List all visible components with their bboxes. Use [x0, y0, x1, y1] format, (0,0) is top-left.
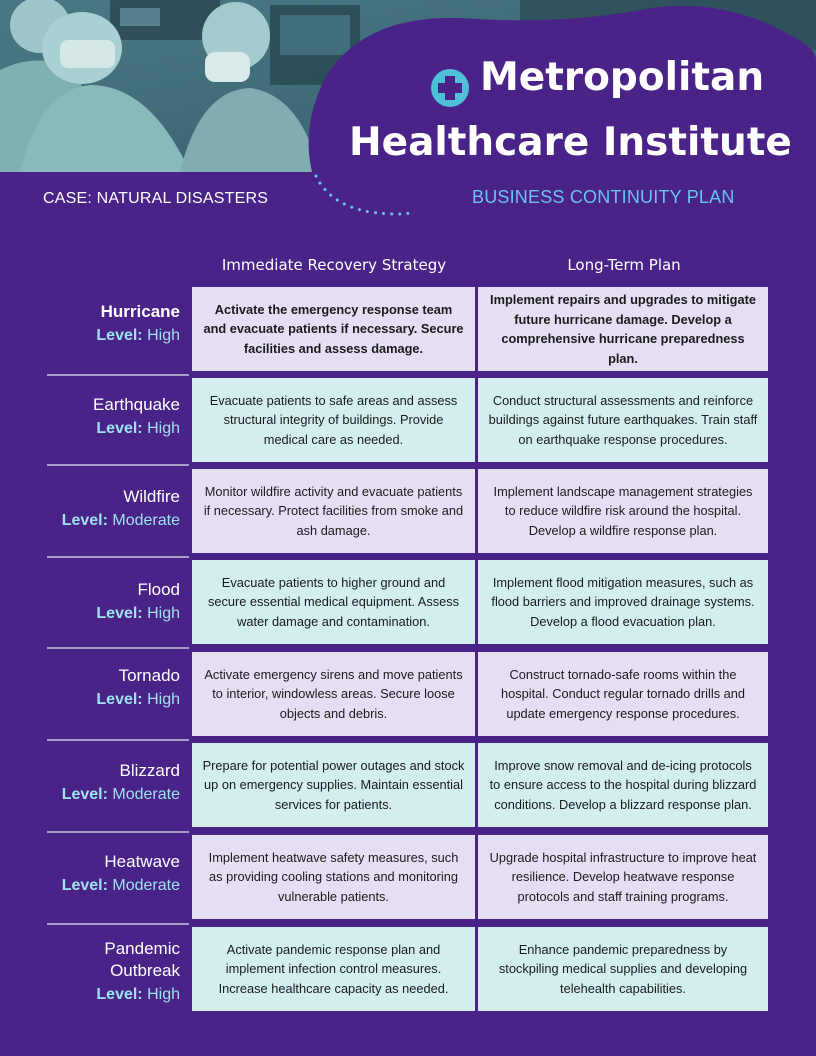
- disaster-level: [10, 986, 180, 1004]
- level-value: Moderate: [112, 877, 180, 894]
- disaster-name-line2: Outbreak: [110, 961, 180, 980]
- disaster-name: Blizzard: [119, 761, 180, 780]
- level-label: Level:: [96, 605, 143, 622]
- disaster-name: Tornado: [118, 666, 180, 685]
- immediate-strategy-cell: Implement heatwave safety measures, such as providing cooling stations and monitoring vulnerable patients.: [190, 833, 477, 921]
- disaster-name: Wildfire: [123, 487, 180, 506]
- subtitle: BUSINESS CONTINUITY PLAN: [472, 187, 735, 207]
- immediate-strategy-cell: Evacuate patients to safe areas and assess structural integrity of buildings. Provide medical care as needed.: [190, 376, 477, 464]
- page-title-line2: Healthcare Institute: [349, 120, 792, 165]
- long-term-plan-cell: Improve snow removal and de-icing protocols to ensure access to the hospital during blizzard conditions. Develop a blizzard response plan.: [476, 741, 770, 829]
- level-value: High: [147, 986, 180, 1003]
- row-divider: [47, 464, 189, 466]
- disaster-level: [10, 877, 180, 895]
- long-term-plan-cell: Upgrade hospital infrastructure to improve heat resilience. Develop heatwave response protocols and staff training programs.: [476, 833, 770, 921]
- level-value: High: [147, 691, 180, 708]
- level-value: Moderate: [112, 786, 180, 803]
- long-term-plan-cell: Implement repairs and upgrades to mitigate future hurricane damage. Develop a comprehensive hurricane preparedness plan.: [476, 285, 770, 373]
- immediate-strategy-cell: Evacuate patients to higher ground and secure essential medical equipment. Assess water damage and contamination.: [190, 558, 477, 646]
- level-value: Moderate: [112, 512, 180, 529]
- disaster-name: Heatwave: [104, 852, 180, 871]
- long-term-plan-cell: Construct tornado-safe rooms within the hospital. Conduct regular tornado drills and update emergency response procedures.: [476, 650, 770, 738]
- immediate-strategy-cell: Monitor wildfire activity and evacuate patients if necessary. Protect facilities from smoke and ash damage.: [190, 467, 477, 555]
- table-row: [0, 741, 816, 833]
- level-label: Level:: [96, 327, 143, 344]
- immediate-strategy-cell: Activate emergency sirens and move patients to interior, windowless areas. Secure loose objects and debris.: [190, 650, 477, 738]
- disaster-level: [10, 605, 180, 623]
- table-row: [0, 376, 816, 468]
- table-row: [0, 285, 816, 377]
- level-value: High: [147, 605, 180, 622]
- disaster-name: Earthquake: [93, 395, 180, 414]
- table-row: [0, 833, 816, 925]
- long-term-plan-cell: Implement flood mitigation measures, such as flood barriers and improved drainage systems. Develop a flood evacuation plan.: [476, 558, 770, 646]
- table-row: [0, 650, 816, 742]
- level-label: Level:: [96, 691, 143, 708]
- level-value: High: [147, 327, 180, 344]
- long-term-plan-cell: Implement landscape management strategies to reduce wildfire risk around the hospital. Develop a wildfire response plan.: [476, 467, 770, 555]
- disaster-name: Flood: [137, 580, 180, 599]
- table-row: [0, 467, 816, 559]
- case-label: CASE: NATURAL DISASTERS: [43, 190, 269, 207]
- column-header-immediate: Immediate Recovery Strategy: [221, 256, 447, 274]
- disaster-level: [10, 786, 180, 804]
- level-label: Level:: [61, 877, 108, 894]
- level-label: Level:: [61, 786, 108, 803]
- page-title-line1: Metropolitan: [480, 55, 765, 100]
- disaster-level: [10, 691, 180, 709]
- immediate-strategy-cell: Activate the emergency response team and evacuate patients if necessary. Secure facilities and assess damage.: [190, 285, 477, 373]
- disaster-name: Pandemic: [104, 939, 180, 958]
- level-label: Level:: [96, 986, 143, 1003]
- table-row: [0, 558, 816, 650]
- row-divider: [47, 647, 189, 649]
- disaster-level: [10, 420, 180, 438]
- immediate-strategy-cell: Activate pandemic response plan and implement infection control measures. Increase healthcare capacity as needed.: [190, 925, 477, 1013]
- level-label: Level:: [61, 512, 108, 529]
- level-value: High: [147, 420, 180, 437]
- disaster-level: [10, 512, 180, 530]
- level-label: Level:: [96, 420, 143, 437]
- disaster-name: Hurricane: [100, 302, 180, 321]
- long-term-plan-cell: Enhance pandemic preparedness by stockpiling medical supplies and developing telehealth capabilities.: [476, 925, 770, 1013]
- long-term-plan-cell: Conduct structural assessments and reinforce buildings against future earthquakes. Train staff on earthquake response procedures.: [476, 376, 770, 464]
- column-header-long-term: Long-Term Plan: [567, 256, 681, 274]
- immediate-strategy-cell: Prepare for potential power outages and stock up on emergency supplies. Maintain essential services for patients.: [190, 741, 477, 829]
- table-row: [0, 925, 816, 1017]
- disaster-level: [10, 327, 180, 345]
